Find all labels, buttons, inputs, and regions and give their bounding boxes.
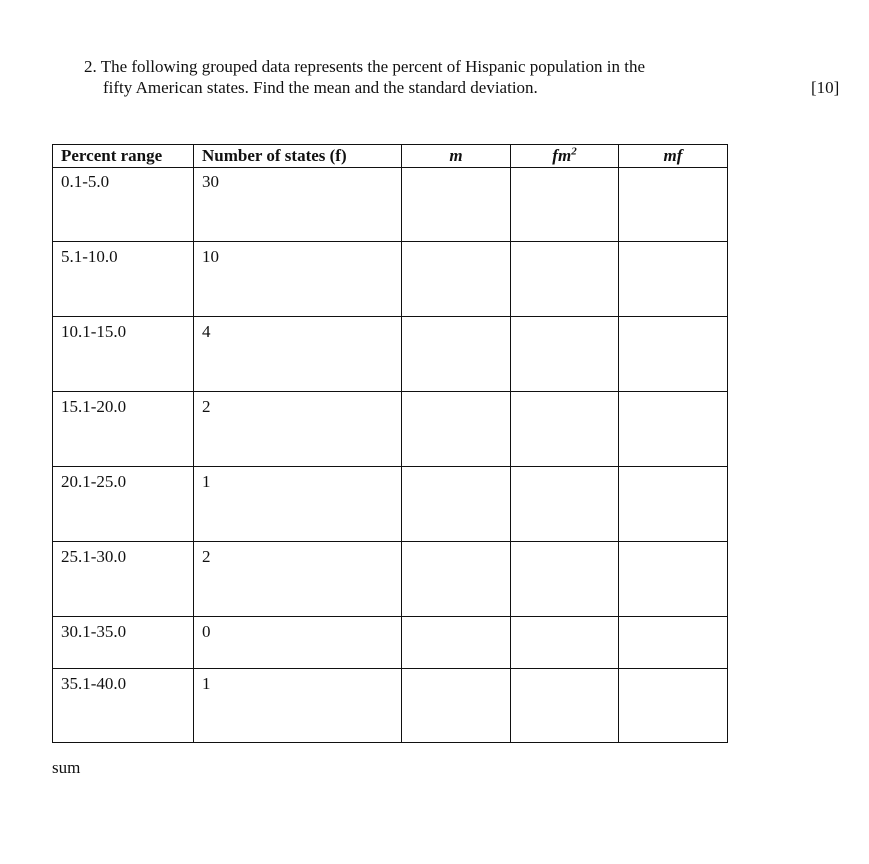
range-cell: 20.1-25.0 <box>53 467 194 542</box>
mf-cell[interactable] <box>619 542 728 617</box>
grouped-data-table <box>52 144 728 743</box>
table-row <box>53 168 728 242</box>
fm2-cell[interactable] <box>511 467 619 542</box>
range-cell: 0.1-5.0 <box>53 168 194 242</box>
mf-cell[interactable] <box>619 242 728 317</box>
header-fm2 <box>511 145 619 168</box>
table-row <box>53 669 728 743</box>
range-cell: 5.1-10.0 <box>53 242 194 317</box>
table-row <box>53 467 728 542</box>
header-m: m <box>402 145 511 168</box>
m-cell[interactable] <box>402 669 511 743</box>
frequency-cell: 1 <box>194 467 402 542</box>
table-header-row <box>53 145 728 168</box>
question-line-2: fifty American states. Find the mean and the standard deviation. <box>103 78 538 97</box>
range-cell: 25.1-30.0 <box>53 542 194 617</box>
mf-cell[interactable] <box>619 669 728 743</box>
frequency-cell: 2 <box>194 392 402 467</box>
frequency-cell: 1 <box>194 669 402 743</box>
m-cell[interactable] <box>402 242 511 317</box>
range-cell: 10.1-15.0 <box>53 317 194 392</box>
question-line-1: 2. The following grouped data represents the percent of Hispanic population in the <box>84 57 645 76</box>
frequency-cell: 2 <box>194 542 402 617</box>
question-text <box>84 56 784 98</box>
range-cell: 15.1-20.0 <box>53 392 194 467</box>
frequency-cell: 4 <box>194 317 402 392</box>
header-fm2-exponent: 2 <box>571 145 577 158</box>
table-row <box>53 242 728 317</box>
m-cell[interactable] <box>402 317 511 392</box>
m-cell[interactable] <box>402 168 511 242</box>
fm2-cell[interactable] <box>511 317 619 392</box>
mf-cell[interactable] <box>619 617 728 669</box>
range-cell: 35.1-40.0 <box>53 669 194 743</box>
m-cell[interactable] <box>402 542 511 617</box>
table-row <box>53 392 728 467</box>
header-number-of-states: Number of states (f) <box>194 145 402 168</box>
m-cell[interactable] <box>402 467 511 542</box>
mf-cell[interactable] <box>619 392 728 467</box>
fm2-cell[interactable] <box>511 242 619 317</box>
header-fm2-base: fm <box>552 146 572 165</box>
fm2-cell[interactable] <box>511 392 619 467</box>
header-mf: mf <box>619 145 728 168</box>
fm2-cell[interactable] <box>511 617 619 669</box>
frequency-cell: 0 <box>194 617 402 669</box>
fm2-cell[interactable] <box>511 542 619 617</box>
frequency-cell: 30 <box>194 168 402 242</box>
mf-cell[interactable] <box>619 168 728 242</box>
mf-cell[interactable] <box>619 317 728 392</box>
frequency-cell: 10 <box>194 242 402 317</box>
table-row <box>53 317 728 392</box>
m-cell[interactable] <box>402 392 511 467</box>
sum-label: sum <box>52 758 81 777</box>
header-percent-range: Percent range <box>53 145 194 168</box>
fm2-cell[interactable] <box>511 669 619 743</box>
range-cell: 30.1-35.0 <box>53 617 194 669</box>
m-cell[interactable] <box>402 617 511 669</box>
table-row <box>53 617 728 669</box>
mf-cell[interactable] <box>619 467 728 542</box>
marks-label: [10] <box>811 78 840 97</box>
fm2-cell[interactable] <box>511 168 619 242</box>
table-row <box>53 542 728 617</box>
